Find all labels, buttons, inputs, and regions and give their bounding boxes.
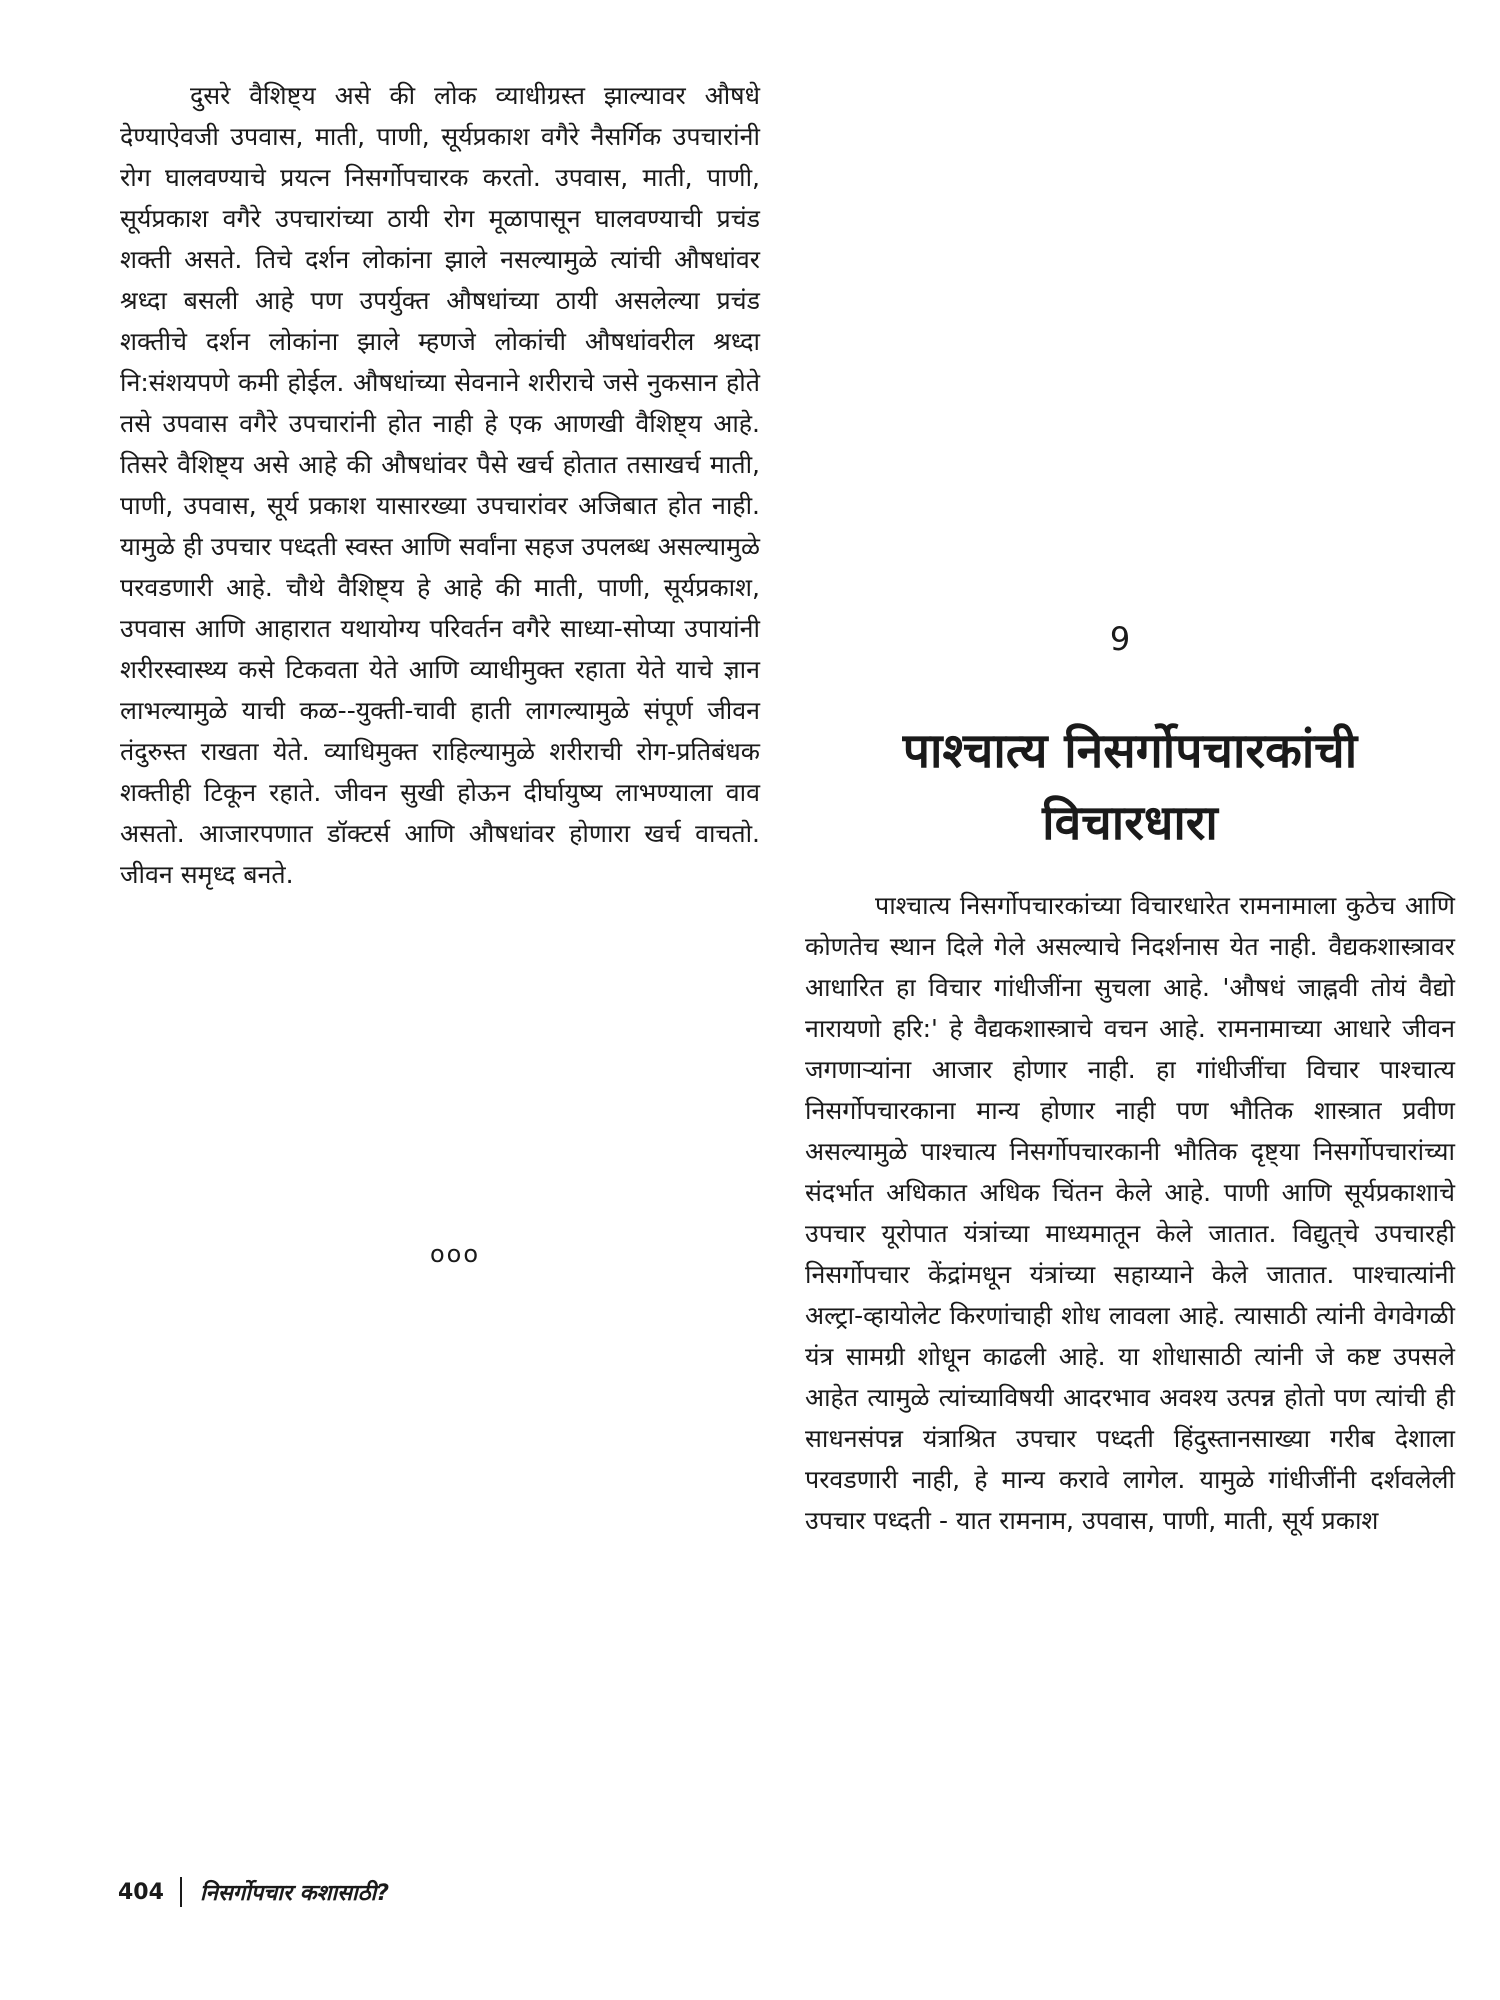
page-footer <box>118 1877 389 1907</box>
chapter-number: 9 <box>1109 620 1131 658</box>
chapter-title: पाश्चात्य निसर्गोपचारकांची विचारधारा <box>902 723 1358 851</box>
right-paragraph: पाश्चात्य निसर्गोपचारकांच्या विचारधारेत रामनामाला कुठेच आणि कोणतेच स्थान दिले गेले असल्याचे निदर्शनास येत नाही. वैद्यकशास्त्रावर आधारित हा विचार गांधीजींना सुचला आहे. 'औषधं जाह्नवी तोयं वैद्यो नारायणो हरि:' हे वैद्यकशास्त्राचे वचन आहे. रामनामाच्या आधारे जीवन जगणाऱ्यांना आजार होणार नाही. हा गांधीजींचा विचार पाश्चात्य निसर्गोपचारकाना मान्य होणार नाही पण भौतिक शास्त्रात प्रवीण असल्यामुळे पाश्चात्य निसर्गोपचारकानी भौतिक दृष्ट्या निसर्गोपचारांच्या संदर्भात अधिकात अधिक चिंतन केले आहे. पाणी आणि सूर्यप्रकाशाचे उपचार यूरोपात यंत्रांच्या माध्यमातून केले जातात. विद्युत्‌चे उपचारही निसर्गोपचार केंद्रांमधून यंत्रांच्या सहाय्याने केले जातात. पाश्चात्यांनी अल्ट्रा-व्हायोलेट किरणांचाही शोध लावला आहे. त्यासाठी त्यांनी वेगवेगळी यंत्र सामग्री शोधून काढली आहे. या शोधासाठी त्यांनी जे कष्ट उपसले आहेत त्यामुळे त्यांच्याविषयी आदरभाव अवश्य उत्पन्न होतो पण त्यांची ही साधनसंपन्न यंत्राश्रित उपचार पध्दती हिंदुस्तानसाख्या गरीब देशाला परवडणारी नाही, हे मान्य करावे लागेल. यामुळे गांधीजींनी दर्शवलेली उपचार पध्दती - यात रामनाम, उपवास, पाणी, माती, सूर्य प्रकाश <box>805 891 1455 1535</box>
section-end-mark: ooo <box>429 1240 481 1268</box>
left-column <box>120 75 760 895</box>
right-column <box>805 885 1455 1541</box>
left-paragraph: दुसरे वैशिष्ट्य असे की लोक व्याधीग्रस्त झाल्यावर औषधे देण्याऐवजी उपवास, माती, पाणी, सूर्यप्रकाश वगैरे नैसर्गिक उपचारांनी रोग घालवण्याचे प्रयत्न निसर्गोपचारक करतो. उपवास, माती, पाणी, सूर्यप्रकाश वगैरे उपचारांच्या ठायी रोग मूळापासून घालवण्याची प्रचंड शक्ती असते. तिचे दर्शन लोकांना झाले नसल्यामुळे त्यांची औषधांवर श्रध्दा बसली आहे पण उपर्युक्त औषधांच्या ठायी असलेल्या प्रचंड शक्तीचे दर्शन लोकांना झाले म्हणजे लोकांची औषधांवरील श्रध्दा नि:संशयपणे कमी होईल. औषधांच्या सेवनाने शरीराचे जसे नुकसान होते तसे उपवास वगैरे उपचारांनी होत नाही हे एक आणखी वैशिष्ट्य आहे. तिसरे वैशिष्ट्य असे आहे की औषधांवर पैसे खर्च होतात तसाखर्च माती, पाणी, उपवास, सूर्य प्रकाश यासारख्या उपचारांवर अजिबात होत नाही. यामुळे ही उपचार पध्दती स्वस्त आणि सर्वांना सहज उपलब्ध असल्यामुळे परवडणारी आहे. चौथे वैशिष्ट्य हे आहे की माती, पाणी, सूर्यप्रकाश, उपवास आणि आहारात यथायोग्य परिवर्तन वगैरे साध्या-सोप्या उपायांनी शरीरस्वास्थ्य कसे टिकवता येते आणि व्याधीमुक्त रहाता येते याचे ज्ञान लाभल्यामुळे याची कळ--युक्ती-चावी हाती लागल्यामुळे संपूर्ण जीवन तंदुरुस्त राखता येते. व्याधिमुक्त राहिल्यामुळे शरीराची रोग-प्रतिबंधक शक्तीही टिकून रहाते. जीवन सुखी होऊन दीर्घायुष्य लाभण्याला वाव असतो. आजारपणात डॉक्टर्स आणि औषधांवर होणारा खर्च वाचतो. जीवन समृध्द बनते. <box>120 81 760 889</box>
page-number: 404 <box>118 1879 164 1905</box>
footer-divider <box>180 1877 182 1907</box>
book-title: निसर्गोपचार कशासाठी? <box>199 1881 389 1906</box>
